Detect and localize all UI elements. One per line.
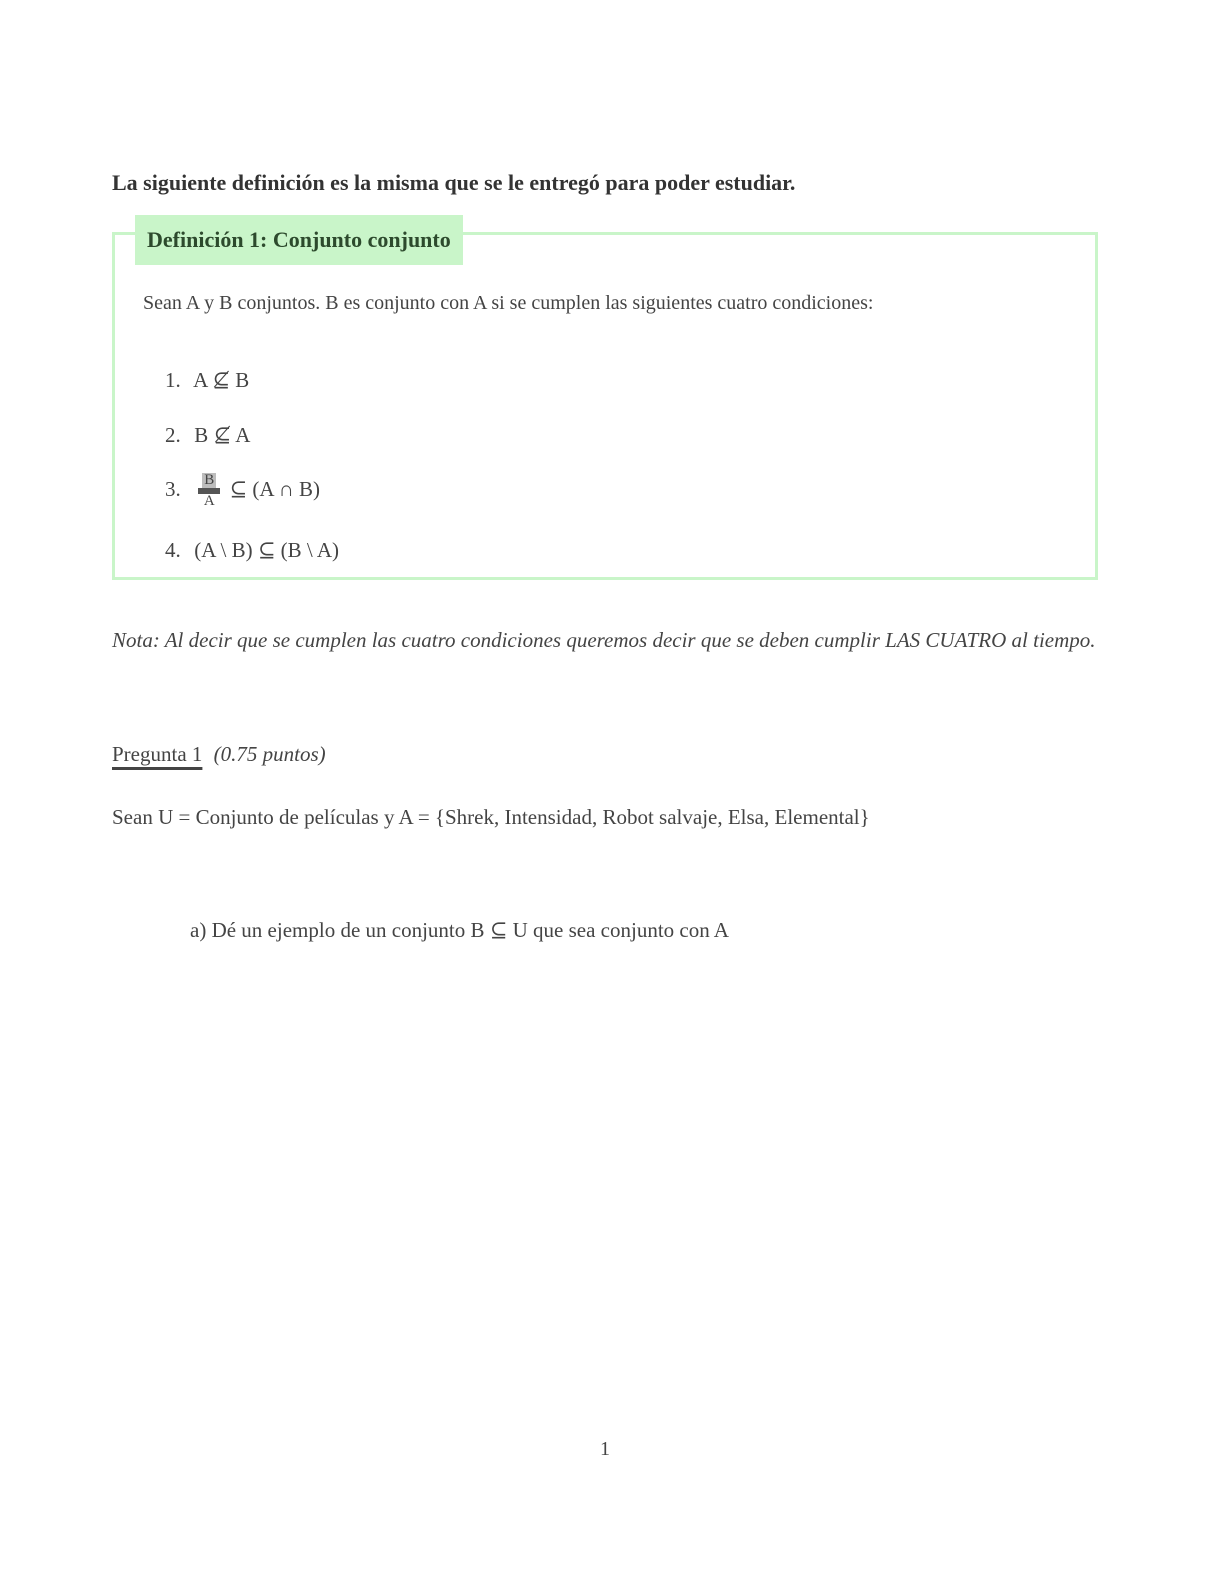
definition-body: Sean A y B conjuntos. B es conjunto con A si se cumplen las siguientes cuatro condiciones:: [143, 292, 874, 314]
fraction-denominator: A: [203, 493, 215, 509]
condition-number: 1.: [165, 368, 181, 392]
condition-number: 2.: [165, 423, 181, 447]
question-label: Pregunta 1: [112, 742, 203, 766]
question-body: Sean U = Conjunto de películas y A = {Shrek, Intensidad, Robot salvaje, Elsa, Elemental}: [112, 805, 870, 829]
note-text: Nota: Al decir que se cumplen las cuatro condiciones queremos decir que se deben cumplir LAS CUATRO al tiempo.: [112, 628, 1096, 652]
condition-text: (A \ B) ⊆ (B \ A): [194, 538, 340, 562]
question-heading: [112, 742, 326, 767]
question-points: (0.75 puntos): [213, 742, 326, 766]
condition-text: ⊆ (A ∩ B): [229, 476, 321, 501]
condition-item: [165, 538, 339, 563]
condition-item: [165, 368, 249, 393]
fraction: [198, 473, 220, 509]
fraction-numerator: B: [204, 472, 215, 488]
definition-title: Definición 1: Conjunto conjunto: [135, 215, 463, 265]
intro-text: La siguiente definición es la misma que se le entregó para poder estudiar.: [112, 170, 796, 195]
condition-text: A ⊈ B: [193, 368, 250, 392]
condition-item: [165, 473, 320, 509]
definition-box: [112, 232, 1098, 580]
condition-text: B ⊈ A: [194, 423, 251, 447]
condition-number: 4.: [165, 538, 181, 562]
question-subitem: a) Dé un ejemplo de un conjunto B ⊆ U que sea conjunto con A: [190, 918, 729, 942]
condition-item: [165, 423, 250, 448]
condition-number: 3.: [165, 476, 181, 501]
page-number: 1: [600, 1438, 610, 1460]
